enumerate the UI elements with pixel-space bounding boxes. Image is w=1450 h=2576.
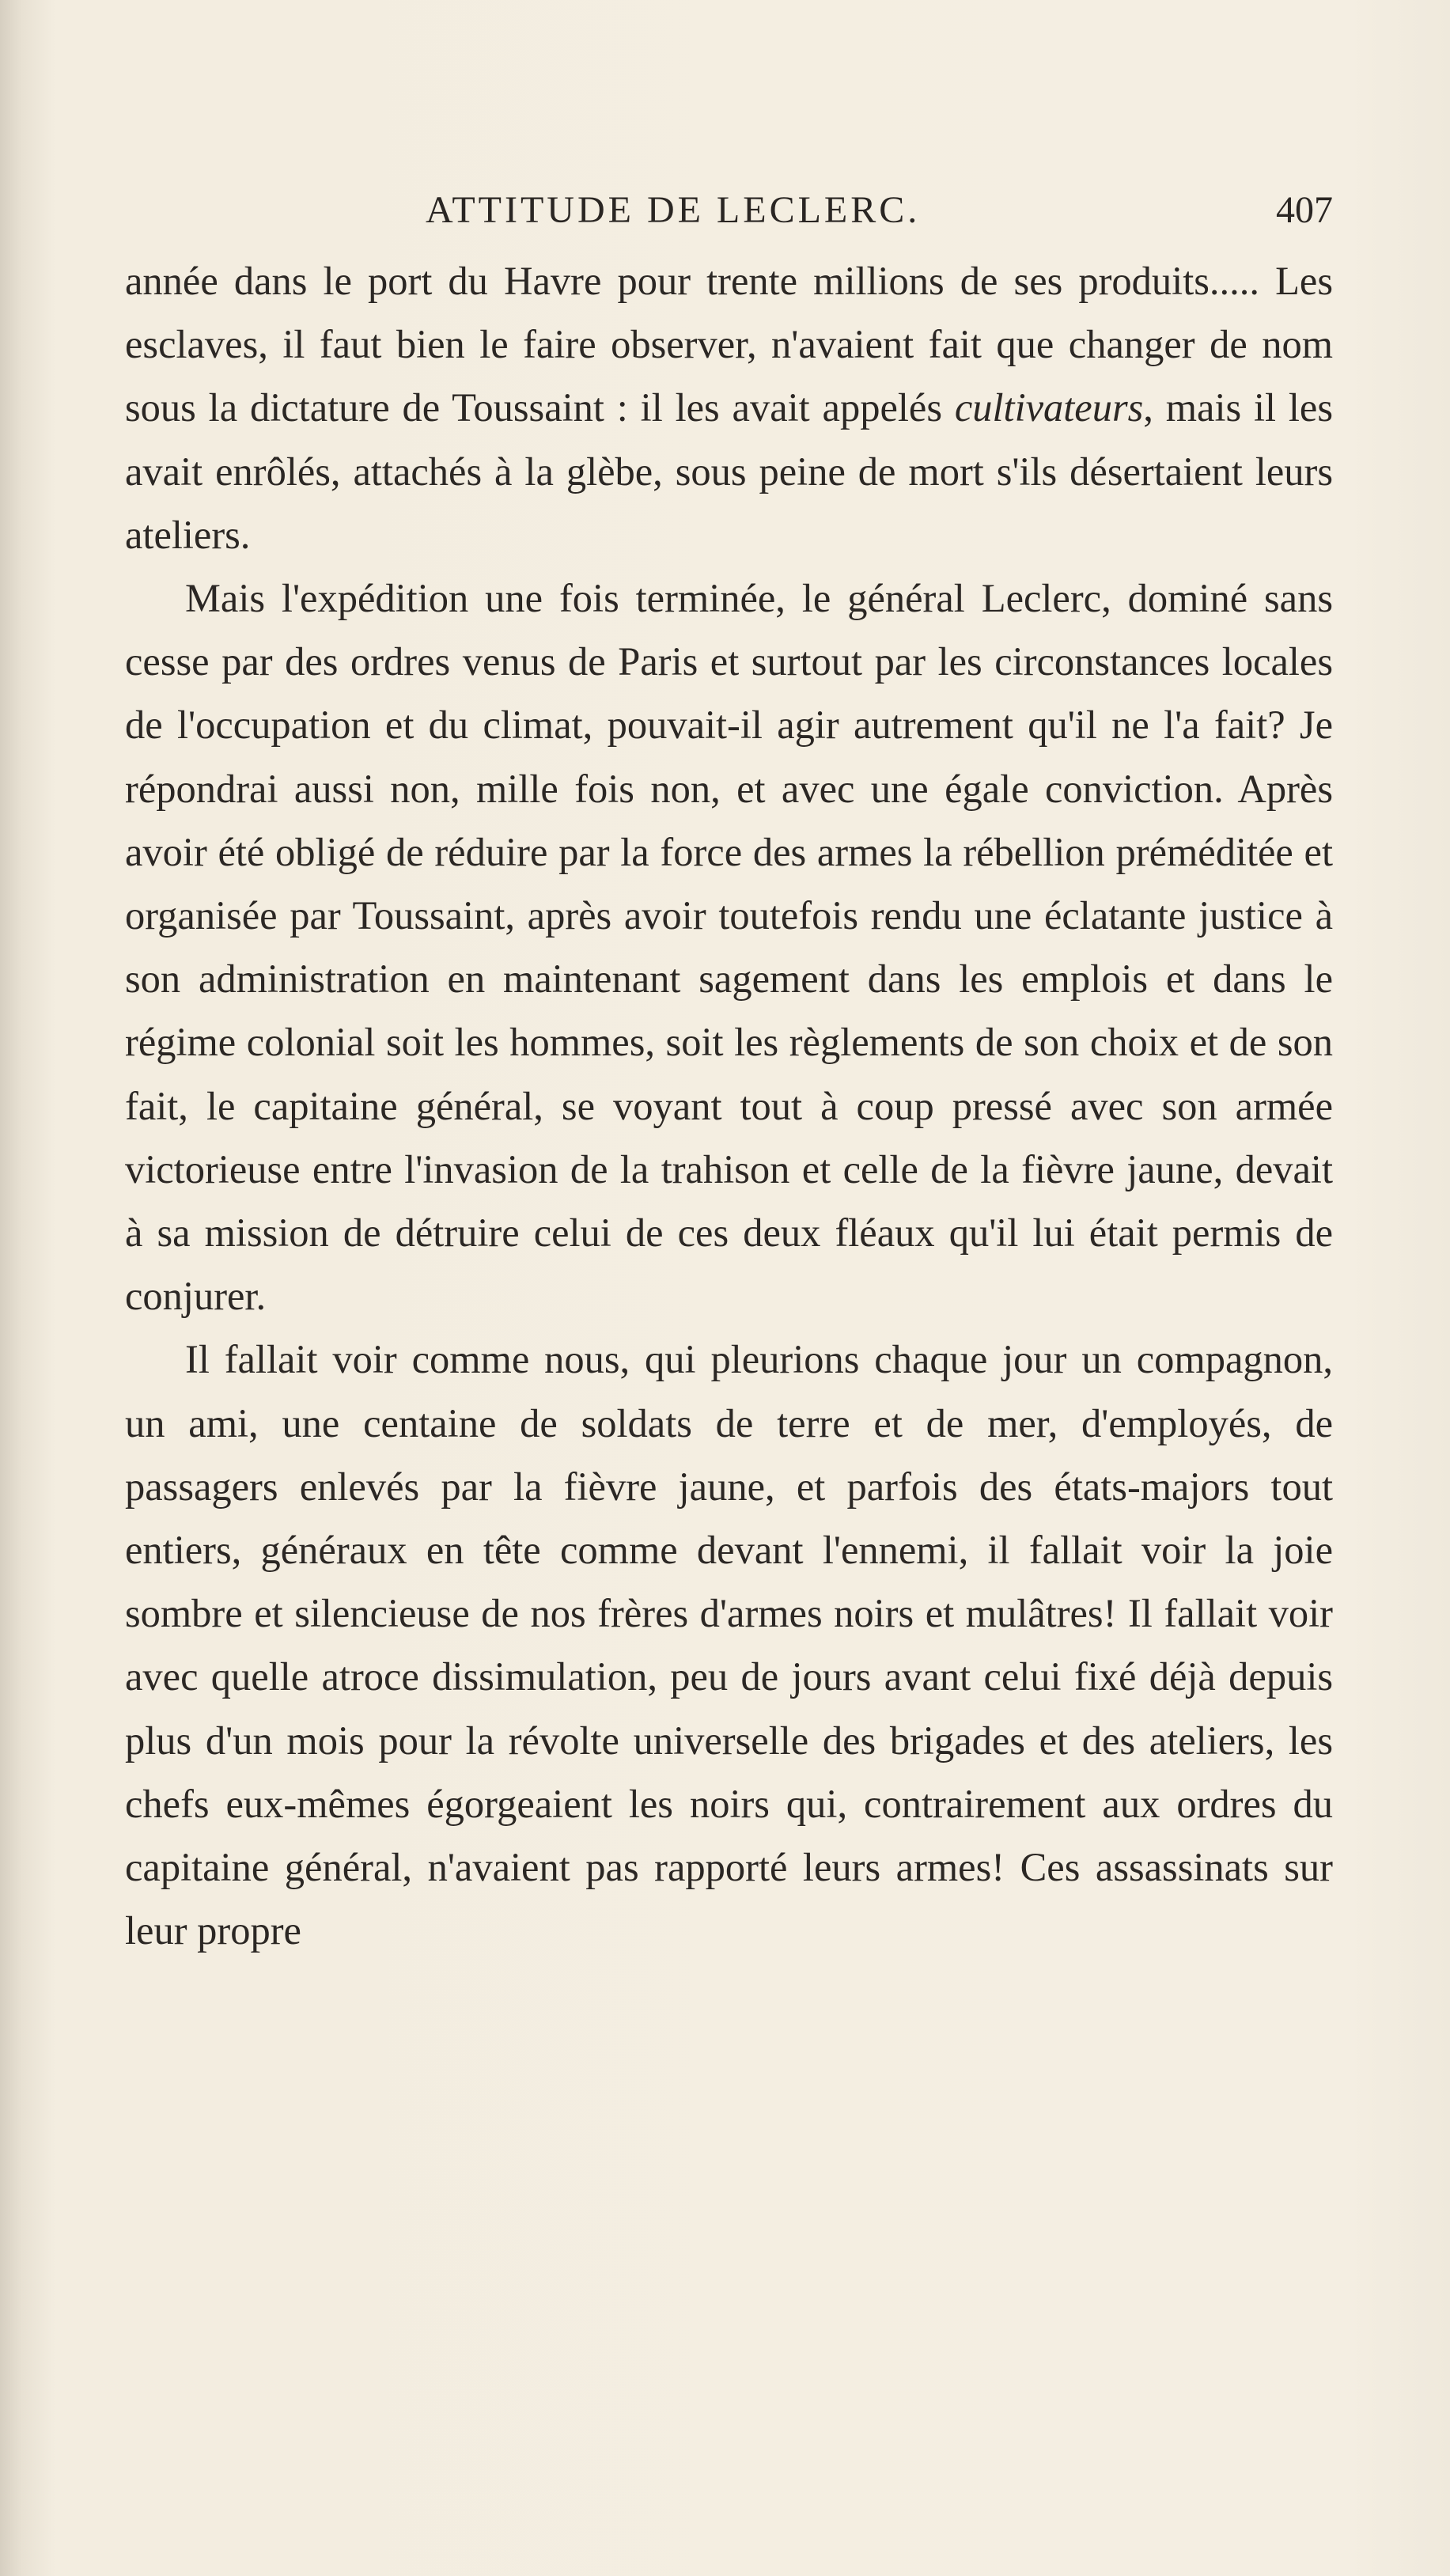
page-header	[125, 188, 1333, 236]
paragraph-2: Mais l'expédition une fois terminée, le général Leclerc, dominé sans cesse par des ordres venus de Paris et surtout par les circonstances locales de l'occupation et du climat, pouvait-il agir autrement qu'il ne l'a fait? Je répondrai aussi non, mille fois non, et avec une égale conviction. Après avoir été obligé de réduire par la force des armes la rébellion préméditée et organisée par Toussaint, après avoir toutefois rendu une éclatante justice à son administration en maintenant sagement dans les emplois et dans le régime colonial soit les hommes, soit les règlements de son choix et de son fait, le capitaine général, se voyant tout à coup pressé avec son armée victorieuse entre l'invasion de la trahison et celle de la fièvre jaune, devait à sa mission de détruire celui de ces deux fléaux qu'il lui était permis de conjurer.	[125, 576, 1333, 1319]
page-number: 407	[1276, 189, 1333, 231]
running-title: ATTITUDE DE LECLERC.	[426, 189, 921, 231]
paragraph-3: Il fallait voir comme nous, qui pleurions chaque jour un compagnon, un ami, une centaine de soldats de terre et de mer, d'employés, de passagers enlevés par la fièvre jaune, et parfois des états-majors tout entiers, généraux en tête comme devant l'ennemi, il fallait voir la joie sombre et silencieuse de nos frères d'armes noirs et mulâtres! Il fallait voir avec quelle atroce dissimulation, peu de jours avant celui fixé déjà depuis plus d'un mois pour la révolte universelle des brigades et des ateliers, les chefs eux-mêmes égorgeaient les noirs qui, contrairement aux ordres du capitaine général, n'avaient pas rapporté leurs armes! Ces assassinats sur leur propre	[125, 1337, 1333, 1953]
paragraph-1	[125, 249, 1333, 566]
body-text	[125, 249, 1333, 1962]
paragraph-1-text-before: année dans le port du Havre pour trente millions de ses produits..... Les esclaves, il faut bien le faire observer, n'avaient fait que changer de nom sous la dictature de Toussaint : il les avait appelés	[125, 259, 1333, 430]
emphasized-word: cultivateurs	[954, 385, 1144, 430]
paragraph-1-text-after: , mais il les avait enrôlés, attachés à la glèbe, sous peine de mort s'ils désertaient leurs ateliers.	[125, 385, 1333, 557]
